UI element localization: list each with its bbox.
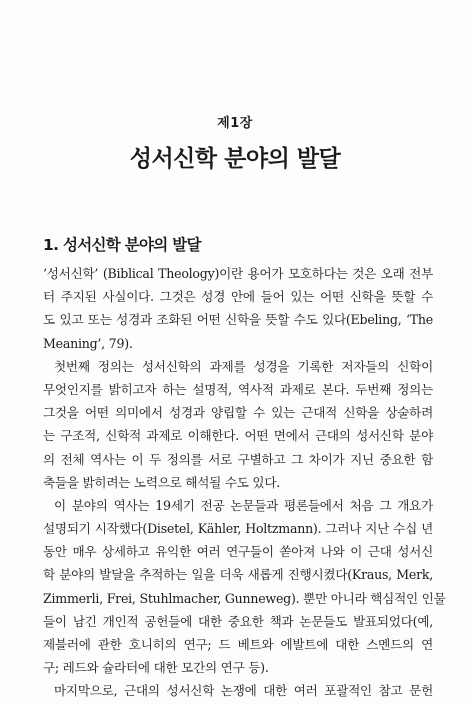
text-line: 그것을 어떤 의미에서 성경과 양립할 수 있는 근대적 신학을 상술하려 <box>43 405 433 421</box>
chapter-label: 제1장 <box>217 116 253 131</box>
section-heading: 1. 성서신학 분야의 발달 <box>43 236 201 254</box>
text-line: 첫번째 정의는 성서신학의 과제를 성경을 기록한 저자들의 신학이 <box>54 358 433 374</box>
text-line: 들이 남긴 개인적 공헌들에 대한 중요한 책과 논문들도 발표되었다(예, <box>43 613 433 629</box>
text-line: ‘성서신학’ (Biblical Theology)이란 용어가 모호하다는 것은 오래 전부 <box>43 266 433 281</box>
body-text <box>43 262 446 703</box>
text-line: 무엇인지를 밝히고자 하는 설명적, 역사적 과제로 본다. 두번째 정의는 <box>43 381 433 397</box>
text-line: 구; 레드와 슐라터에 대한 모간의 연구 등). <box>43 660 269 676</box>
text-line: 축들을 밝히려는 노력으로 해석될 수도 있다. <box>43 474 280 490</box>
text-line: 설명되기 시작했다(Disetel, Kähler, Holtzmann). 그러나 지난 수십 년 <box>43 521 433 537</box>
text-line: Zimmerli, Frei, Stuhlmacher, Gunneweg). 뿐만 아니라 핵심적인 인물 <box>43 590 446 606</box>
text-line: 터 주지된 사실이다. 그것은 성경 안에 들어 있는 어떤 신학을 뜻할 수 <box>43 289 433 305</box>
text-line: 동안 매우 상세하고 유익한 여러 연구들이 쏟아져 나와 이 근대 성서신 <box>43 544 433 560</box>
text-line: 는 구조적, 신학적 과제로 이해한다. 어떤 면에서 근대의 성서신학 분야 <box>43 428 433 444</box>
text-line: 이 분야의 역사는 19세기 전공 논문들과 평론들에서 처음 그 개요가 <box>54 497 433 513</box>
text-line: 마지막으로, 근대의 성서신학 논쟁에 대한 여러 포괄적인 참고 문헌 <box>54 683 433 699</box>
text-line: 의 전체 역사는 이 두 정의를 서로 구별하고 그 차이가 지닌 중요한 함 <box>43 451 433 467</box>
text-line: 학 분야의 발달을 추적하는 일을 더욱 새롭게 진행시켰다(Kraus, Merk, <box>43 567 433 583</box>
chapter-title: 성서신학 분야의 발달 <box>129 146 341 172</box>
text-line: 도 있고 또는 성경과 조화된 어떤 신학을 뜻할 수도 있다(Ebeling, ‘The <box>43 312 433 328</box>
text-line: 제블러에 관한 호니히의 연구; 드 베트와 에발트에 대한 스멘드의 연 <box>43 637 433 652</box>
text-line: Meaning’, 79). <box>43 335 133 351</box>
